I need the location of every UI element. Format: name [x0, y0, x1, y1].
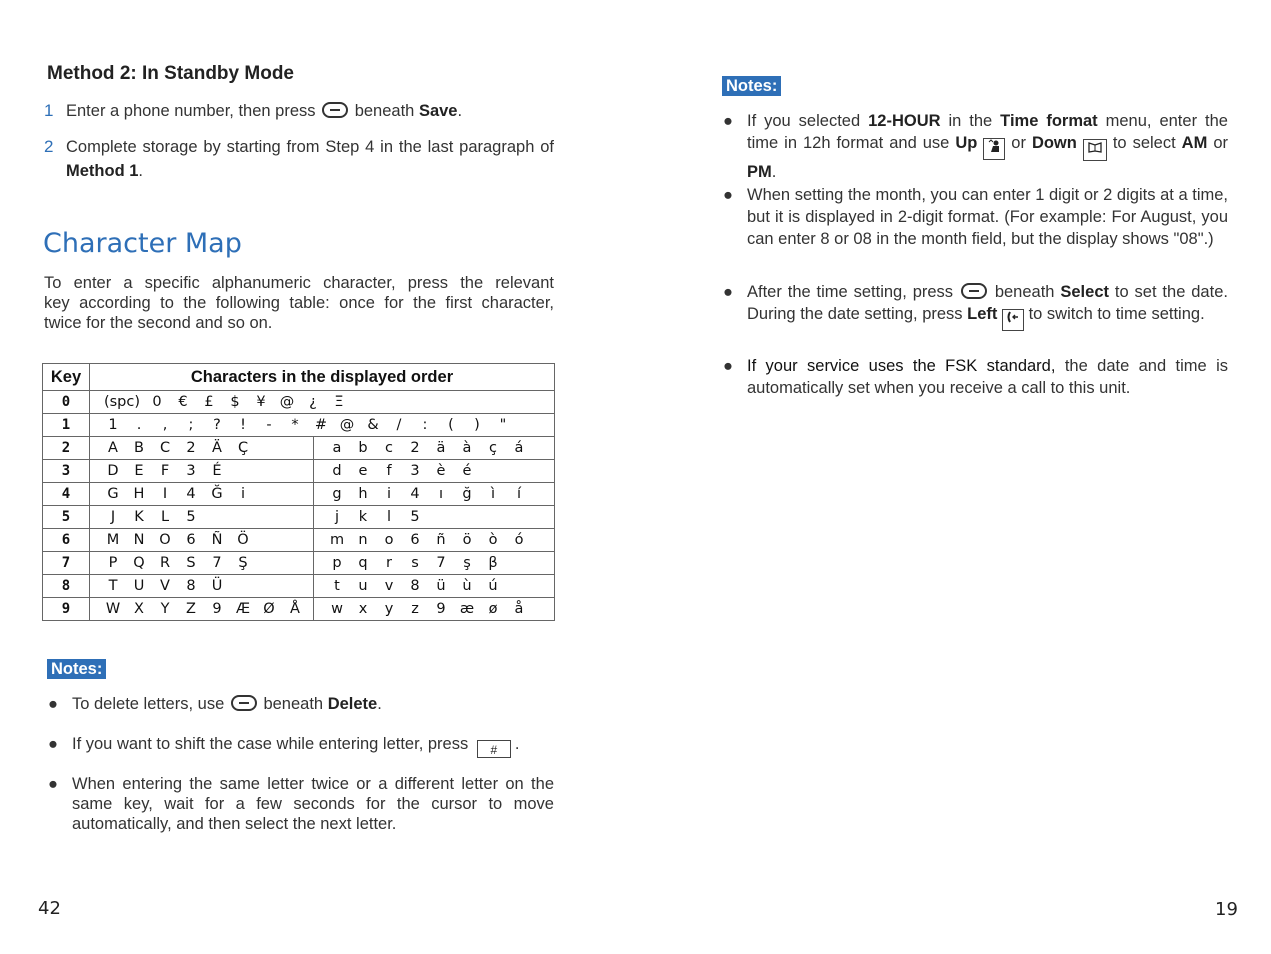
- char-glyph: é: [462, 463, 472, 479]
- char-glyph: E: [134, 463, 144, 479]
- char-glyph: Ä: [212, 440, 222, 456]
- char-glyph: i: [240, 486, 246, 502]
- char-glyph: 6: [410, 532, 420, 548]
- char-glyph: M: [106, 532, 120, 548]
- char-glyph: (spc): [103, 394, 141, 410]
- uppercase-chars-cell: [90, 460, 314, 483]
- bullet-icon: ●: [48, 695, 58, 713]
- key-cell: 3: [43, 460, 90, 483]
- char-glyph: k: [358, 509, 368, 525]
- char-glyph: Ş: [238, 555, 248, 571]
- char-glyph: b: [358, 440, 368, 456]
- bullet-icon: ●: [723, 283, 733, 301]
- method-heading: Method 2: In Standby Mode: [47, 63, 294, 84]
- char-glyph: ı: [438, 486, 444, 502]
- char-glyph: Ç: [237, 440, 249, 456]
- table-row: [43, 391, 555, 414]
- char-glyph: y: [384, 601, 394, 617]
- char-glyph: ": [499, 417, 507, 433]
- char-glyph: C: [159, 440, 171, 456]
- char-glyph: Ğ: [211, 486, 223, 502]
- char-glyph: -: [266, 417, 272, 433]
- char-glyph: ğ: [462, 486, 472, 502]
- up-key-icon: [983, 138, 1005, 160]
- char-glyph: ú: [488, 578, 498, 594]
- uppercase-chars-cell: [90, 483, 314, 506]
- char-glyph: x: [358, 601, 368, 617]
- char-glyph: /: [396, 417, 402, 433]
- char-glyph: á: [514, 440, 524, 456]
- key-cell: 8: [43, 575, 90, 598]
- char-glyph: W: [105, 601, 121, 617]
- char-glyph: ,: [162, 417, 168, 433]
- note-item: ● If your service uses the FSK standard, the date and time is automatically set when you receive a call to this unit.: [723, 357, 1228, 397]
- table-row: [43, 529, 555, 552]
- char-glyph: ü: [436, 578, 446, 594]
- char-glyph: S: [186, 555, 196, 571]
- lowercase-chars-cell: [314, 506, 555, 529]
- char-glyph: 5: [410, 509, 420, 525]
- char-glyph: G: [107, 486, 119, 502]
- lowercase-chars-cell: [314, 460, 555, 483]
- bullet-icon: ●: [723, 186, 733, 204]
- char-glyph: w: [331, 601, 343, 617]
- note-item: ● After the time setting, press beneath Select to set the date. During the date setting, press Left to switch to time setting.: [723, 281, 1228, 331]
- uppercase-chars-cell: [90, 598, 314, 621]
- table-row: [43, 506, 555, 529]
- char-glyph: o: [384, 532, 394, 548]
- uppercase-chars-cell: [90, 437, 314, 460]
- char-glyph: d: [332, 463, 342, 479]
- char-glyph: Q: [133, 555, 145, 571]
- char-glyph: B: [134, 440, 144, 456]
- char-glyph: ì: [490, 486, 496, 502]
- key-cell: 6: [43, 529, 90, 552]
- char-glyph: $: [230, 394, 240, 410]
- table-row: [43, 483, 555, 506]
- lowercase-chars-cell: [314, 529, 555, 552]
- page-number-right: 19: [1215, 899, 1238, 920]
- char-glyph: T: [108, 578, 118, 594]
- notes-label-right: Notes:: [722, 76, 781, 96]
- char-glyph: 7: [436, 555, 446, 571]
- char-glyph: A: [108, 440, 118, 456]
- step-1: 1 Enter a phone number, then press beneath Save.: [44, 99, 554, 123]
- key-header: Key: [43, 364, 90, 391]
- char-glyph: h: [358, 486, 368, 502]
- note-item: ● If you want to shift the case while entering letter, press # .: [48, 735, 520, 757]
- key-cell: 1: [43, 414, 90, 437]
- char-glyph: m: [329, 532, 345, 548]
- notes-label-left: Notes:: [47, 659, 106, 679]
- left-key-icon: [1002, 309, 1024, 331]
- note-item: ● When entering the same letter twice or a different letter on the same key, wait for a few seconds for the cursor to move automatically, and then select the next letter.: [48, 775, 554, 833]
- char-glyph: O: [159, 532, 171, 548]
- char-glyph: e: [358, 463, 368, 479]
- note-item: ● If you selected 12-HOUR in the Time format menu, enter the time in 12h format and use Up or Down to select AM or PM.: [723, 112, 1228, 181]
- char-glyph: I: [162, 486, 168, 502]
- char-glyph: 5: [186, 509, 196, 525]
- char-glyph: @: [279, 394, 295, 410]
- char-glyph: L: [160, 509, 170, 525]
- char-glyph: #: [314, 417, 328, 433]
- char-glyph: (: [448, 417, 454, 433]
- char-glyph: i: [386, 486, 392, 502]
- char-glyph: ù: [462, 578, 472, 594]
- char-glyph: Ö: [237, 532, 249, 548]
- char-glyph: 1: [108, 417, 118, 433]
- table-row: [43, 598, 555, 621]
- down-key-icon: [1083, 139, 1107, 161]
- char-glyph: H: [133, 486, 145, 502]
- char-glyph: Y: [160, 601, 170, 617]
- char-glyph: 6: [186, 532, 196, 548]
- char-glyph: ç: [489, 440, 497, 456]
- char-glyph: !: [240, 417, 246, 433]
- char-glyph: V: [160, 578, 170, 594]
- char-glyph: X: [134, 601, 144, 617]
- lowercase-chars-cell: [314, 552, 555, 575]
- char-glyph: ¥: [256, 394, 266, 410]
- char-glyph: @: [339, 417, 355, 433]
- char-glyph: ö: [462, 532, 472, 548]
- char-glyph: í: [516, 486, 522, 502]
- char-glyph: z: [411, 601, 419, 617]
- key-cell: 7: [43, 552, 90, 575]
- char-glyph: 0: [152, 394, 162, 410]
- uppercase-chars-cell: [90, 391, 555, 414]
- soft-key-icon: [322, 102, 348, 118]
- char-glyph: 8: [410, 578, 420, 594]
- char-glyph: ñ: [436, 532, 446, 548]
- char-glyph: ä: [436, 440, 446, 456]
- lowercase-chars-cell: [314, 575, 555, 598]
- char-glyph: U: [133, 578, 145, 594]
- char-glyph: ó: [514, 532, 524, 548]
- char-glyph: j: [334, 509, 340, 525]
- soft-key-icon: [231, 695, 257, 711]
- key-cell: 0: [43, 391, 90, 414]
- key-cell: 4: [43, 483, 90, 506]
- note-item: ● When setting the month, you can enter 1 digit or 2 digits at a time, but it is displayed in 2-digit format. (For example: For August, you can enter 8 or 08 in the month field, but the display shows "08".): [723, 186, 1228, 248]
- char-glyph: *: [291, 417, 299, 433]
- char-glyph: l: [386, 509, 392, 525]
- character-map-table: [42, 363, 555, 621]
- char-glyph: u: [358, 578, 368, 594]
- char-glyph: f: [386, 463, 392, 479]
- step-2: 2 Complete storage by starting from Step 4 in the last paragraph of Method 1.: [44, 137, 554, 180]
- char-glyph: 3: [186, 463, 196, 479]
- char-glyph: 2: [410, 440, 420, 456]
- char-glyph: ò: [488, 532, 498, 548]
- char-glyph: €: [178, 394, 188, 410]
- char-glyph: Ñ: [211, 532, 223, 548]
- step-number: 1: [44, 101, 54, 120]
- key-cell: 9: [43, 598, 90, 621]
- char-glyph: t: [334, 578, 340, 594]
- char-glyph: 2: [186, 440, 196, 456]
- char-glyph: 9: [436, 601, 446, 617]
- char-glyph: 4: [410, 486, 420, 502]
- bullet-icon: ●: [48, 775, 58, 793]
- char-glyph: N: [133, 532, 145, 548]
- chars-header: Characters in the displayed order: [90, 364, 555, 391]
- char-glyph: :: [422, 417, 428, 433]
- char-glyph: q: [358, 555, 368, 571]
- char-glyph: É: [212, 463, 222, 479]
- char-glyph: å: [514, 601, 524, 617]
- char-glyph: ): [474, 417, 480, 433]
- char-glyph: æ: [459, 601, 475, 617]
- char-glyph: ;: [188, 417, 194, 433]
- soft-key-icon: [961, 283, 987, 299]
- char-glyph: J: [110, 509, 116, 525]
- key-cell: 2: [43, 437, 90, 460]
- table-row: [43, 437, 555, 460]
- uppercase-chars-cell: [90, 414, 555, 437]
- uppercase-chars-cell: [90, 575, 314, 598]
- char-glyph: g: [332, 486, 342, 502]
- char-glyph: 7: [212, 555, 222, 571]
- char-glyph: R: [159, 555, 171, 571]
- key-cell: 5: [43, 506, 90, 529]
- char-glyph: D: [107, 463, 119, 479]
- bullet-icon: ●: [48, 735, 58, 753]
- char-glyph: v: [384, 578, 394, 594]
- char-glyph: ş: [463, 555, 471, 571]
- uppercase-chars-cell: [90, 506, 314, 529]
- char-glyph: £: [204, 394, 214, 410]
- table-row: [43, 460, 555, 483]
- uppercase-chars-cell: [90, 552, 314, 575]
- char-glyph: r: [386, 555, 392, 571]
- char-glyph: c: [385, 440, 393, 456]
- note-item: ● To delete letters, use beneath Delete.: [48, 695, 382, 713]
- char-glyph: p: [332, 555, 342, 571]
- char-glyph: 3: [410, 463, 420, 479]
- char-glyph: 4: [186, 486, 196, 502]
- char-glyph: .: [136, 417, 142, 433]
- char-glyph: β: [488, 555, 498, 571]
- char-glyph: Ü: [211, 578, 223, 594]
- hash-key-icon: #: [477, 740, 511, 758]
- char-glyph: P: [108, 555, 118, 571]
- section-title: Character Map: [43, 228, 242, 259]
- char-glyph: K: [134, 509, 144, 525]
- char-glyph: 9: [212, 601, 222, 617]
- step-number: 2: [44, 137, 54, 156]
- char-glyph: ø: [488, 601, 498, 617]
- char-glyph: n: [358, 532, 368, 548]
- char-glyph: 8: [186, 578, 196, 594]
- intro-paragraph: To enter a specific alphanumeric character, press the relevant key according to the following table: once for the first character, twice for the second and so on.: [44, 274, 554, 332]
- table-row: [43, 552, 555, 575]
- bullet-icon: ●: [723, 112, 733, 130]
- char-glyph: Z: [186, 601, 196, 617]
- char-glyph: ?: [213, 417, 221, 433]
- char-glyph: Å: [290, 601, 300, 617]
- char-glyph: &: [367, 417, 379, 433]
- table-row: [43, 575, 555, 598]
- uppercase-chars-cell: [90, 529, 314, 552]
- char-glyph: Ø: [263, 601, 275, 617]
- lowercase-chars-cell: [314, 437, 555, 460]
- char-glyph: ¿: [309, 394, 317, 410]
- char-glyph: è: [436, 463, 446, 479]
- lowercase-chars-cell: [314, 483, 555, 506]
- bullet-icon: ●: [723, 357, 733, 375]
- lowercase-chars-cell: [314, 598, 555, 621]
- char-glyph: a: [332, 440, 342, 456]
- char-glyph: Ξ: [334, 394, 344, 410]
- char-glyph: Æ: [235, 601, 251, 617]
- page-number-left: 42: [38, 898, 61, 919]
- char-glyph: à: [462, 440, 472, 456]
- table-row: [43, 414, 555, 437]
- char-glyph: F: [160, 463, 170, 479]
- char-glyph: s: [411, 555, 419, 571]
